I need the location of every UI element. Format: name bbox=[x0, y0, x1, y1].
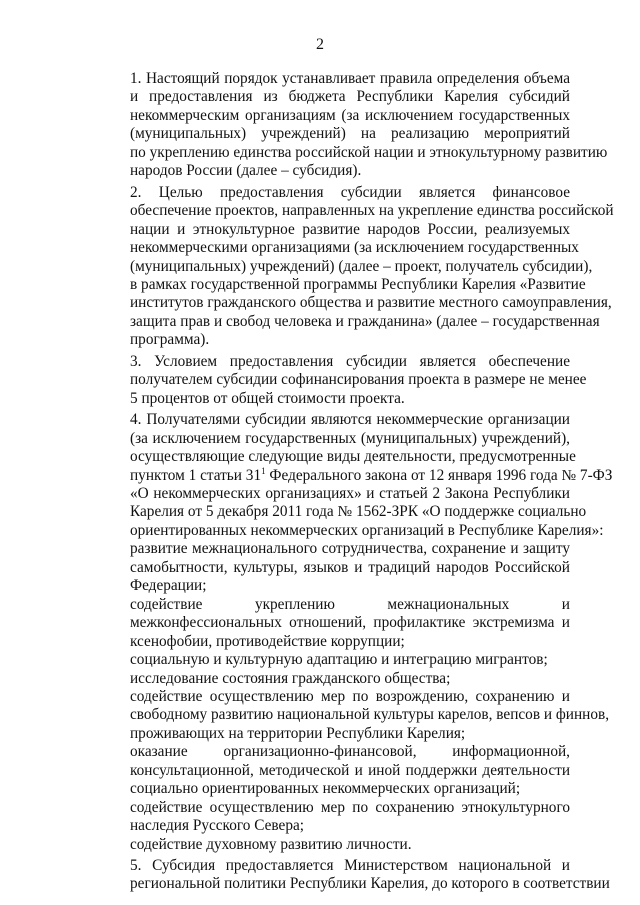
text-line: обеспечение проектов, направленных на укрепление единства российской bbox=[130, 202, 614, 220]
text-line: 3. Условием предоставления субсидии является обеспечение bbox=[130, 352, 570, 370]
footnote-superscript: 1 bbox=[261, 465, 266, 476]
activity-7-paragraph bbox=[90, 799, 570, 836]
text-line: народов России (далее – субсидия). bbox=[130, 162, 362, 180]
text-line: 1. Настоящий порядок устанавливает правила определения объема bbox=[130, 70, 570, 87]
clause-4-paragraph bbox=[90, 411, 613, 540]
text-line: самобытности, культуры, языков и традиций народов Российской bbox=[130, 558, 570, 576]
text-line: Федерации; bbox=[130, 577, 207, 595]
text-line: некоммерческими организациями (за исключением государственных bbox=[130, 239, 579, 257]
text-line: 5. Субсидия предоставляется Министерством национальной и bbox=[130, 857, 570, 875]
text-line: (муниципальных) учреждений) на реализацию мероприятий bbox=[130, 125, 570, 143]
clause-5-paragraph bbox=[90, 857, 610, 894]
text-line: наследия Русского Севера; bbox=[130, 817, 305, 835]
text-line: оказание организационно-финансовой, информационной, bbox=[130, 743, 570, 761]
text-fragment: Федерального закона от 12 января 1996 года № 7-ФЗ bbox=[265, 466, 613, 484]
text-line: исследование состояния гражданского общества; bbox=[130, 669, 451, 687]
activity-4-paragraph bbox=[90, 670, 570, 688]
activity-3-paragraph bbox=[90, 651, 570, 669]
text-line: социально ориентированных некоммерческих организаций; bbox=[130, 780, 521, 798]
text-line: 5 процентов от общей стоимости проекта. bbox=[130, 389, 405, 407]
text-line: в рамках государственной программы Республики Карелия «Развитие bbox=[130, 275, 586, 293]
text-line: нации и этнокультурное развитие народов России, реализуемых bbox=[130, 220, 570, 238]
text-line: осуществляющие следующие виды деятельности, предусмотренные bbox=[130, 448, 576, 466]
document-body bbox=[90, 70, 614, 894]
text-line: региональной политики Республики Карелия, до которого в соответствии bbox=[130, 875, 610, 893]
text-line: Карелия от 5 декабря 2011 года № 1562-ЗРК «О поддержке социально bbox=[130, 503, 587, 521]
activity-8-paragraph bbox=[90, 836, 570, 854]
activity-2-paragraph bbox=[90, 596, 570, 651]
text-line: содействие осуществлению мер по возрождению, сохранению и bbox=[130, 687, 570, 705]
activity-1-paragraph bbox=[90, 540, 570, 595]
text-line: получателем субсидии софинансирования проекта в размере не менее bbox=[130, 371, 587, 389]
text-line: содействие осуществлению мер по сохранению этнокультурного bbox=[130, 798, 570, 816]
text-line: институтов гражданского общества и развитие местного самоуправления, bbox=[130, 294, 612, 312]
text-line: содействие укреплению межнациональных и bbox=[130, 595, 570, 613]
text-line: развитие межнационального сотрудничества, сохранение и защиту bbox=[130, 540, 570, 558]
text-line: 4. Получателями субсидии являются некоммерческие организации bbox=[130, 411, 570, 429]
activity-6-paragraph bbox=[90, 743, 570, 798]
text-line: (муниципальных) учреждений) (далее – проект, получатель субсидии), bbox=[130, 257, 593, 275]
text-line: ориентированных некоммерческих организаций в Республике Карелия»: bbox=[130, 521, 604, 539]
text-line: защита прав и свобод человека и гражданина» (далее – государственная bbox=[130, 312, 600, 330]
text-fragment: пунктом 1 статьи 31 bbox=[130, 466, 262, 484]
text-line: социальную и культурную адаптацию и интеграцию мигрантов; bbox=[130, 651, 548, 669]
text-line: программа). bbox=[130, 331, 210, 349]
clause-3-paragraph bbox=[90, 352, 587, 408]
clause-1-paragraph bbox=[90, 70, 608, 181]
text-line: 2. Целью предоставления субсидии является финансовое bbox=[130, 183, 570, 201]
text-line: некоммерческим организациям (за исключением государственных bbox=[130, 106, 570, 124]
text-line: (за исключением государственных (муниципальных) учреждений), bbox=[130, 429, 570, 447]
text-line: консультационной, методической и иной поддержки деятельности bbox=[130, 761, 570, 779]
clause-2-paragraph bbox=[90, 183, 614, 350]
text-line: содействие духовному развитию личности. bbox=[130, 835, 412, 853]
text-line: межконфессиональных отношений, профилактике экстремизма и bbox=[130, 614, 570, 632]
text-line: «О некоммерческих организациях» и статьей 2 Закона Республики bbox=[130, 484, 570, 502]
text-line: проживающих на территории Республики Карелия; bbox=[130, 724, 466, 742]
page-number: 2 bbox=[316, 36, 324, 53]
text-line: по укреплению единства российской нации и этнокультурному развитию bbox=[130, 143, 608, 161]
text-line bbox=[90, 465, 613, 485]
activity-5-paragraph bbox=[90, 687, 610, 743]
text-line: ксенофобии, противодействие коррупции; bbox=[130, 632, 405, 650]
text-line: и предоставления из бюджета Республики Карелия субсидий bbox=[130, 88, 570, 106]
text-line: свободному развитию национальной культуры карелов, вепсов и финнов, bbox=[130, 706, 610, 724]
